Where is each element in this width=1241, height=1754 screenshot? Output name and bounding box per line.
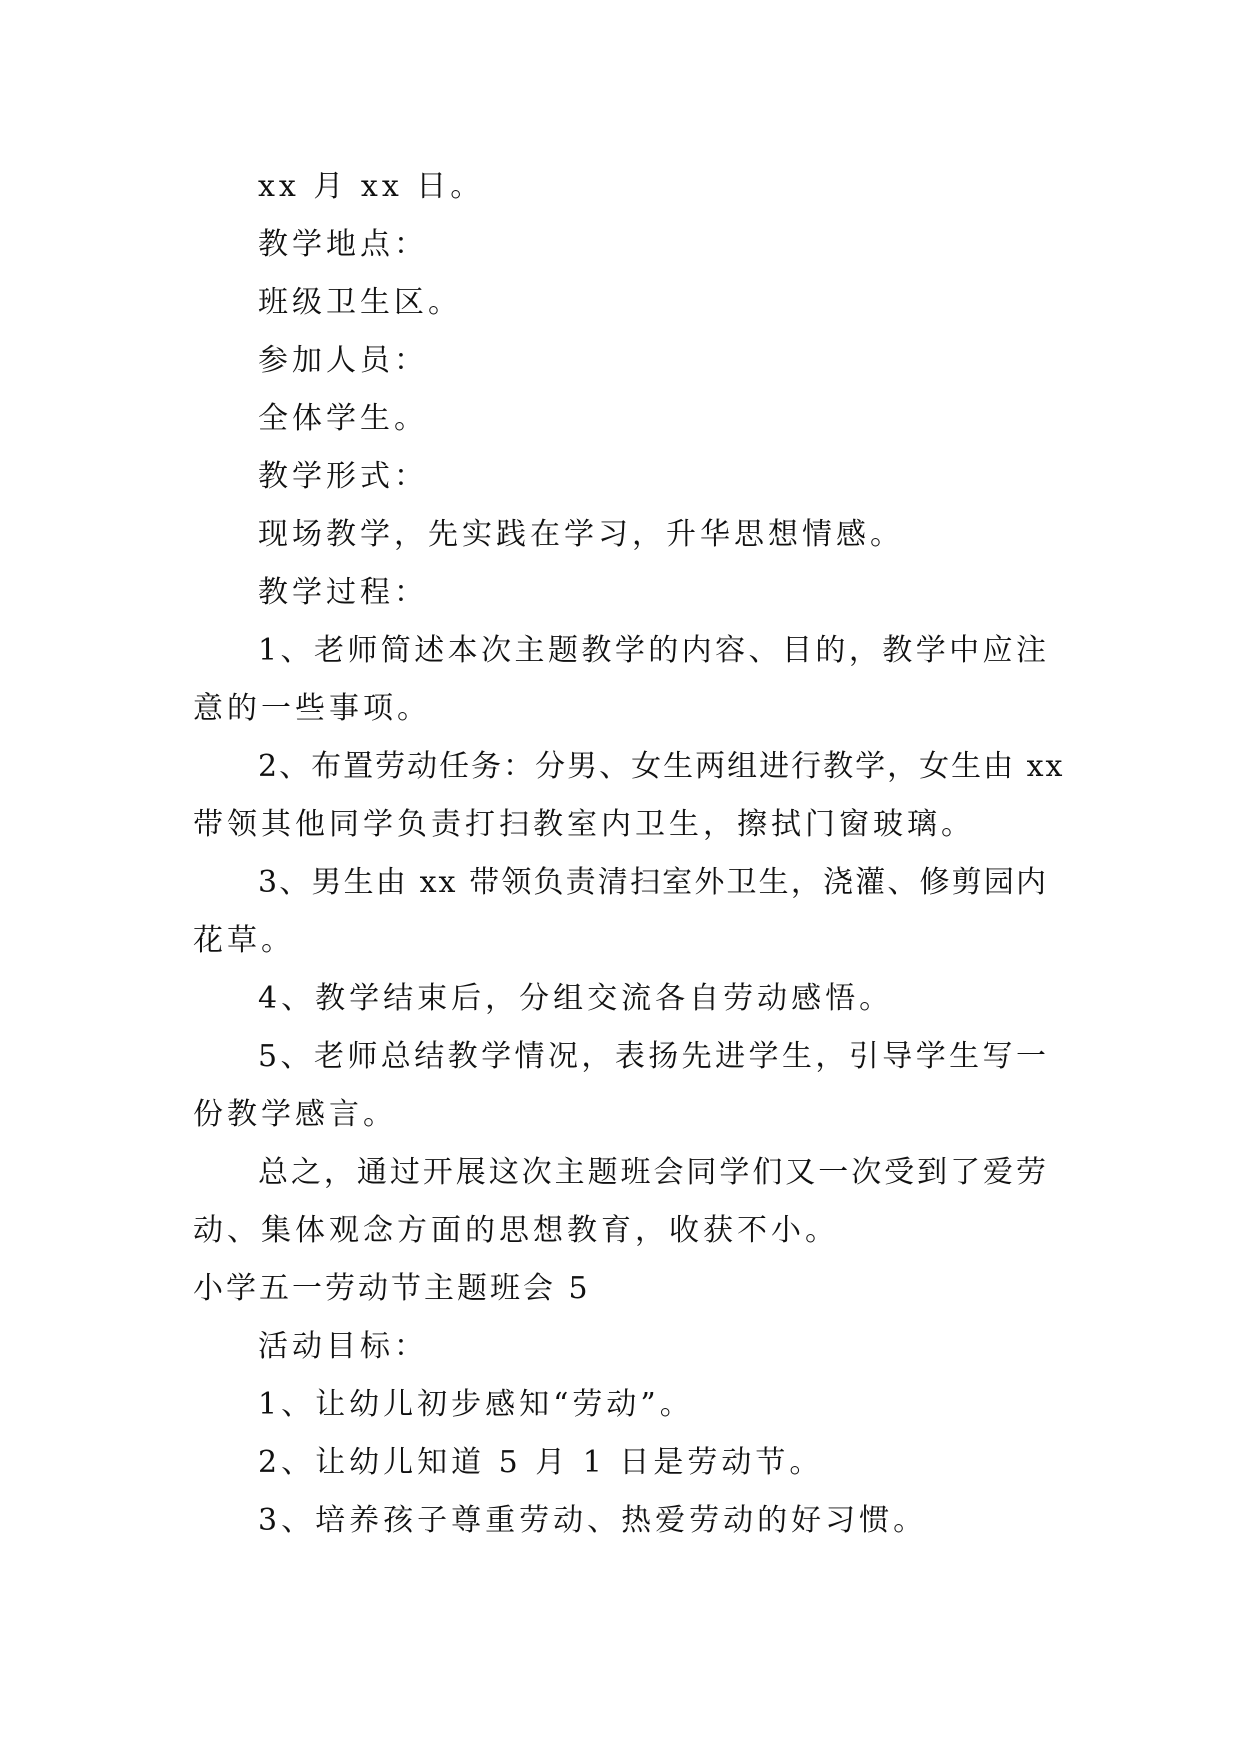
goal-1: 1、让幼儿初步感知“劳动”。 — [258, 1387, 694, 1422]
step-2-line-2: 带领其他同学负责打扫教室内卫生，擦拭门窗玻璃。 — [193, 807, 975, 842]
location-label: 教学地点： — [258, 227, 428, 262]
goals-label: 活动目标： — [258, 1329, 428, 1364]
section-heading: 小学五一劳动节主题班会 5 — [193, 1271, 591, 1306]
step-1-line-1: 1、老师简述本次主题教学的内容、目的，教学中应注 — [258, 633, 1048, 668]
format-label: 教学形式： — [258, 459, 428, 494]
date-line: xx 月 xx 日。 — [258, 169, 485, 204]
participants-value: 全体学生。 — [258, 401, 428, 436]
step-2-line-1: 2、布置劳动任务：分男、女生两组进行教学，女生由 xx — [258, 749, 1065, 784]
step-3-line-2: 花草。 — [193, 923, 295, 958]
step-4-line: 4、教学结束后，分组交流各自劳动感悟。 — [258, 981, 894, 1016]
process-label: 教学过程： — [258, 575, 428, 610]
step-1-line-2: 意的一些事项。 — [193, 691, 431, 726]
step-5-line-2: 份教学感言。 — [193, 1097, 397, 1132]
participants-label: 参加人员： — [258, 343, 428, 378]
step-5-line-1: 5、老师总结教学情况，表扬先进学生，引导学生写一 — [258, 1039, 1048, 1074]
location-value: 班级卫生区。 — [258, 285, 462, 320]
summary-line-2: 动、集体观念方面的思想教育，收获不小。 — [193, 1213, 839, 1248]
goal-2: 2、让幼儿知道 5 月 1 日是劳动节。 — [258, 1445, 824, 1480]
goal-3: 3、培养孩子尊重劳动、热爱劳动的好习惯。 — [258, 1503, 928, 1538]
format-value: 现场教学，先实践在学习，升华思想情感。 — [258, 517, 904, 552]
step-3-line-1: 3、男生由 xx 带领负责清扫室外卫生，浇灌、修剪园内 — [258, 865, 1048, 900]
summary-line-1: 总之，通过开展这次主题班会同学们又一次受到了爱劳 — [258, 1155, 1048, 1190]
